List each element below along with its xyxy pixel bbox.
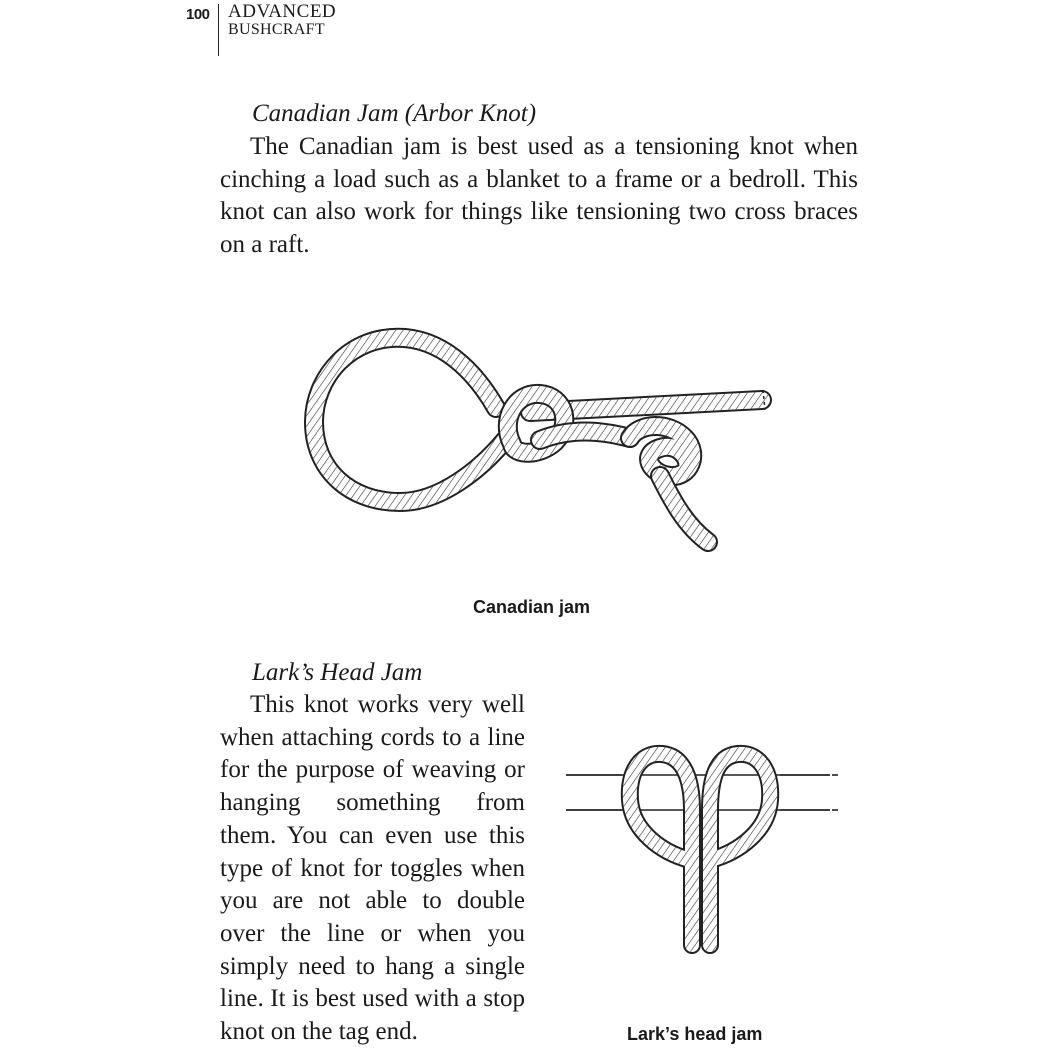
section-body-larks-head-jam: This knot works very well when attaching cords to a line for the purpose of weaving or hanging something from them. You can even use this type of knot for toggles when you are not able to double over the line or when you simply need to hang a single line. It is best used with a stop knot on the tag end. (220, 691, 525, 1046)
page-number: 100 (186, 6, 210, 23)
header-divider (218, 4, 219, 56)
section-heading-larks-head-jam: Lark’s Head Jam (252, 659, 423, 686)
canadian-jam-knot-illustration (300, 320, 780, 560)
running-header-line2: BUSHCRAFT (228, 21, 325, 38)
figure-caption-larks-head-jam: Lark’s head jam (627, 1024, 763, 1044)
running-header-line1: ADVANCED (228, 1, 337, 22)
larks-head-jam-knot-illustration (560, 740, 845, 955)
running-header (228, 3, 336, 39)
figure-caption-canadian-jam: Canadian jam (473, 597, 591, 617)
section-heading-canadian-jam: Canadian Jam (Arbor Knot) (252, 100, 537, 127)
section-body-canadian-jam: The Canadian jam is best used as a tensioning knot when cinching a load such as a blanket to a frame or a bedroll. This knot can also work for things like tensioning two cross braces on a raft. (220, 133, 858, 259)
